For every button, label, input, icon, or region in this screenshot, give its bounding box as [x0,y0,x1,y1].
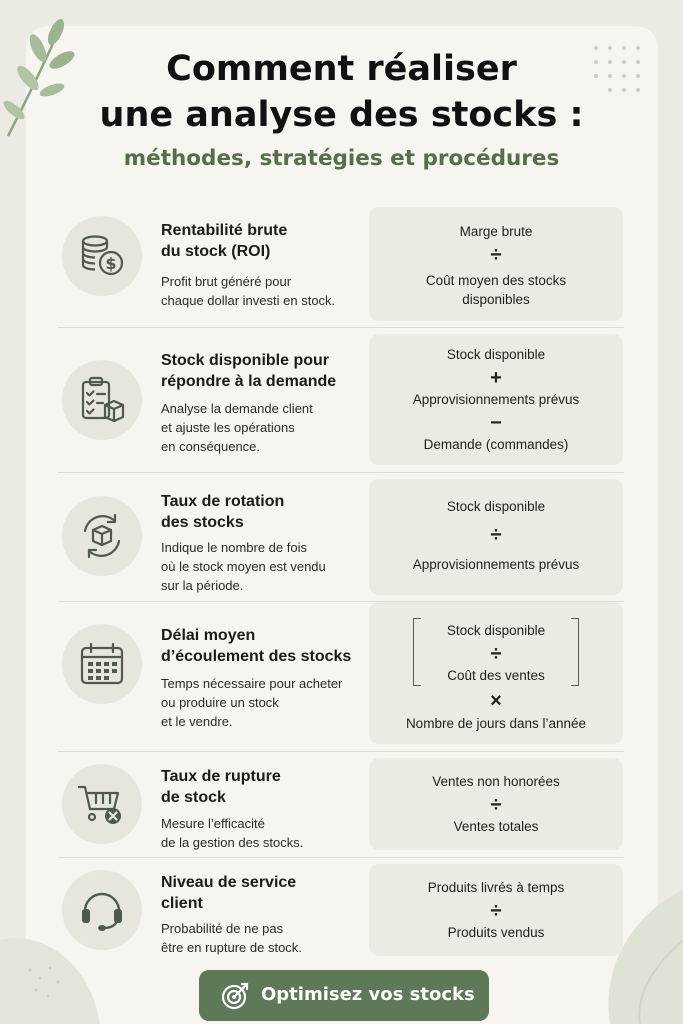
metric-title: Taux de rotation des stocks [161,493,285,531]
metric-row-days-inventory [58,602,628,744]
target-icon [221,981,251,1011]
formula-panel [369,758,623,850]
icon-badge [62,496,142,576]
page-subtitle: méthodes, stratégies et procédures [123,146,560,171]
formula-term: Approvisionnements prévus [412,392,580,407]
icon-badge [62,216,142,296]
formula-term: Ventes totales [453,819,539,834]
row-divider [58,751,624,752]
formula-panel [369,334,623,465]
box-cycle-icon [77,511,127,561]
icon-badge [62,360,142,440]
formula-panel [369,602,623,744]
formula-term: Produits livrés à temps [427,880,565,895]
row-divider [58,327,624,328]
divide-operator: ÷ [490,794,502,816]
formula-term: Stock disponible [446,499,546,514]
metric-title: Niveau de service client [161,874,297,912]
calendar-icon [77,639,127,689]
metric-description: Mesure l’efficacité de la gestion des stocks. [161,816,304,850]
metric-title: Délai moyen d’écoulement des stocks [161,627,352,665]
metric-description: Probabilité de ne pas être en rupture de stock. [161,921,302,955]
formula-term: Stock disponible [446,623,546,638]
metric-description: Profit brut généré pour chaque dollar investi en stock. [161,274,336,308]
formula-term: Ventes non honorées [432,774,560,789]
metric-row-service-level [58,864,628,956]
cart-x-icon [77,779,127,829]
icon-badge [62,764,142,844]
plus-operator: + [490,367,502,389]
metric-title: Taux de rupture de stock [161,768,281,806]
formula-panel [369,479,623,595]
minus-operator: − [490,412,502,434]
formula-term: Marge brute [459,224,533,239]
icon-badge [62,624,142,704]
title-line-1: Comment réaliser [166,49,517,89]
row-divider [58,472,624,473]
metric-row-turnover [58,478,628,596]
svg-text:$: $ [105,254,117,273]
divide-operator: ÷ [490,244,502,266]
icon-badge [62,870,142,950]
formula-term: Approvisionnements prévus [412,557,580,572]
multiply-operator: × [490,690,502,712]
row-divider [58,857,624,858]
metric-title: Stock disponible pour répondre à la demande [161,352,337,390]
optimize-stocks-button[interactable] [199,970,489,1021]
metric-title: Rentabilité brute du stock (ROI) [161,222,288,260]
metric-row-available-stock [58,334,628,466]
metric-row-stockout-rate [58,758,628,850]
formula-term: Stock disponible [446,347,546,362]
headset-icon [77,885,127,935]
page-title [0,46,683,138]
clipboard-box-icon [77,375,127,425]
divide-operator: ÷ [490,900,502,922]
formula-term: Demande (commandes) [423,437,569,452]
coins-dollar-icon [77,231,127,281]
metric-row-roi [58,206,628,322]
divide-operator: ÷ [490,524,502,546]
metric-description: Temps nécessaire pour acheter ou produire un stock et le vendre. [161,676,343,729]
metric-description: Analyse la demande client et ajuste les opérations en conséquence. [161,401,313,454]
formula-term: Produits vendus [447,925,545,940]
metric-description: Indique le nombre de fois où le stock moyen est vendu sur la période. [161,540,326,593]
formula-panel [369,864,623,956]
cta-label: Optimisez vos stocks [261,984,475,1005]
formula-panel [369,207,623,321]
formula-term: Nombre de jours dans l’année [405,716,587,731]
formula-term: Coût des ventes [447,668,545,683]
formula-term: disponibles [462,292,530,307]
formula-term: Coût moyen des stocks [425,273,567,288]
divide-operator: ÷ [490,643,502,665]
title-line-2: une analyse des stocks : [99,95,584,135]
